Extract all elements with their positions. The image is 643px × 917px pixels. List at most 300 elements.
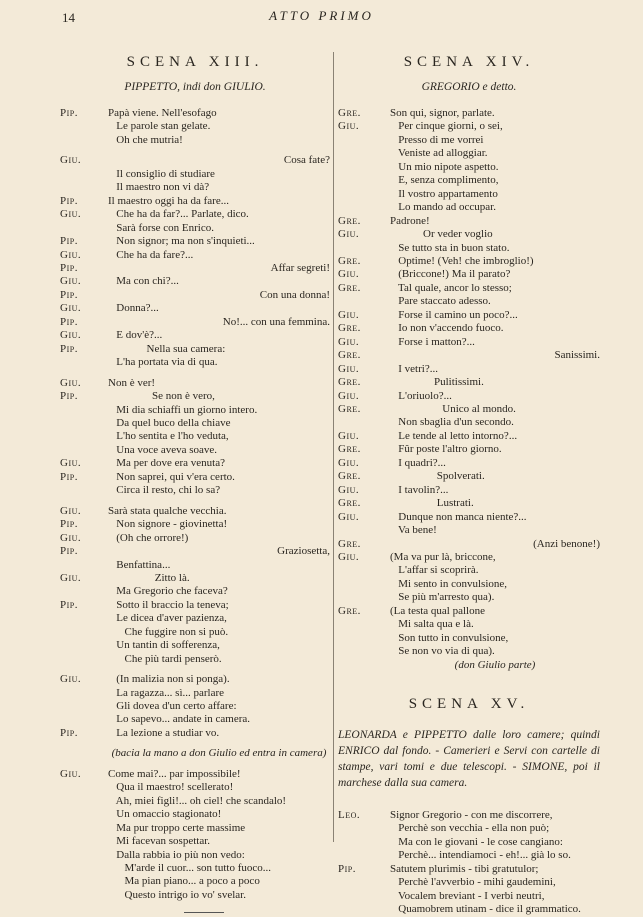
page-number: 14 (62, 10, 75, 25)
speaker-label: Giu. (338, 228, 360, 241)
line-text: Il vostro appartamento (390, 187, 498, 200)
dialogue-line (60, 505, 330, 518)
dialogue-line (338, 524, 600, 537)
line-text: Che ha da far?... Parlate, dico. (108, 208, 249, 221)
line-text: Padrone! (390, 214, 430, 227)
dialogue-line (60, 545, 330, 558)
line-text: I tavolin?... (390, 483, 449, 496)
line-text: Che ha da fare?... (108, 248, 194, 261)
speaker-label: Pip. (60, 470, 78, 483)
speaker-label (338, 632, 390, 645)
dialogue-line (338, 484, 600, 497)
line-text: Le dicea d'aver pazienza, (108, 612, 227, 625)
line-text: Mi salta qua e là. (390, 618, 474, 631)
speaker-label (338, 416, 390, 429)
dialogue-line (338, 174, 600, 187)
dialogue-line (60, 518, 330, 531)
line-text: (In malizia non si ponga). (108, 673, 230, 686)
speaker-label: Giu. (60, 531, 82, 544)
line-text: I vetri?... (390, 362, 438, 375)
line-text: Nella sua camera: (108, 342, 226, 355)
speaker-label: Giu. (338, 335, 360, 348)
dialogue-line (338, 591, 600, 604)
speaker-label: Pip. (60, 235, 78, 248)
speaker-label: Giu. (338, 120, 360, 133)
line-text: Non sbaglia d'un secondo. (390, 416, 514, 429)
speaker-label: Giu. (338, 510, 360, 523)
dialogue-line (338, 632, 600, 645)
line-text: Il maestro oggi ha da fare... (108, 194, 229, 207)
dialogue-line (60, 747, 330, 760)
line-text: Che più tardi penserò. (108, 652, 222, 665)
speaker-label (60, 181, 108, 194)
speaker-label (60, 822, 108, 835)
line-text: Ma Gregorio che faceva? (108, 585, 228, 598)
dialogue-line (60, 653, 330, 666)
dialogue-line (338, 188, 600, 201)
dialogue-line (60, 235, 330, 248)
line-text: Va bene! (390, 524, 437, 537)
line-text: Lo mando ad occupar. (390, 201, 496, 214)
speaker-label (60, 687, 108, 700)
dialogue-line (60, 154, 330, 167)
line-gap (60, 498, 330, 505)
speaker-label (60, 875, 108, 888)
speaker-label (338, 295, 390, 308)
dialogue-line (338, 578, 600, 591)
line-text: Tal quale, ancor lo stesso; (390, 281, 512, 294)
dialogue-line (338, 376, 600, 389)
line-text: Perchè son vecchia - ella non può; (390, 822, 550, 835)
speaker-label (60, 585, 108, 598)
line-text: Donna?... (108, 302, 159, 315)
speaker-label: Pip. (338, 862, 356, 875)
dialogue-line (338, 849, 600, 862)
dialogue-line (338, 903, 600, 916)
line-text: Pare staccato adesso. (390, 295, 491, 308)
line-text: La lezione a studiar vo. (108, 726, 220, 739)
speaker-label: Giu. (60, 767, 82, 780)
line-text: Satutem plurimis - tibi gratutulor; (390, 862, 539, 875)
line-text: (Briccone!) Ma il parato? (390, 268, 511, 281)
line-text: Mi facevan sospettar. (108, 835, 211, 848)
dialogue-line (60, 249, 330, 262)
dialogue-line (338, 618, 600, 631)
dialogue-line (60, 862, 330, 875)
speaker-label: Gre. (338, 281, 361, 294)
dialogue-line (60, 208, 330, 221)
speaker-label: Gre. (338, 497, 361, 510)
dialogue-line (338, 134, 600, 147)
dialogue-line (60, 875, 330, 888)
line-gap (60, 147, 330, 154)
speaker-label: Gre. (338, 604, 361, 617)
dialogue-line (338, 295, 600, 308)
line-text: Fûr poste l'altro giorno. (390, 443, 502, 456)
line-text: Ma con le giovani - le cose cangiano: (390, 835, 563, 848)
dialogue-line (60, 457, 330, 470)
speaker-label (60, 430, 108, 443)
dialogue-line (60, 222, 330, 235)
dialogue-line (60, 195, 330, 208)
dialogue-line (338, 836, 600, 849)
speaker-label (60, 134, 108, 147)
line-text: Spolverati. (390, 470, 485, 483)
line-text: Un tantin di sofferenza, (108, 639, 220, 652)
left-column (60, 48, 330, 913)
column-divider (333, 52, 334, 842)
dialogue-line (60, 181, 330, 194)
dialogue-line (338, 497, 600, 510)
speaker-label (338, 876, 390, 889)
line-text: Son qui, signor, parlate. (390, 107, 495, 119)
line-text: Il consiglio di studiare (108, 167, 215, 180)
dialogue-line (60, 275, 330, 288)
line-text: Il maestro non vi dà? (108, 181, 210, 194)
dialogue-line (60, 484, 330, 497)
speaker-label: Gre. (338, 107, 361, 119)
dialogue-line (338, 538, 600, 551)
line-gap (60, 666, 330, 673)
speaker-label: Giu. (60, 329, 82, 342)
line-text: Ah, miei figli!... oh ciel! che scandalo! (108, 794, 287, 807)
speaker-label (60, 356, 108, 369)
dialogue-line (60, 444, 330, 457)
speaker-label (338, 849, 390, 862)
speaker-label (338, 174, 390, 187)
dialogue-line (60, 673, 330, 686)
dialogue-line (338, 242, 600, 255)
dialogue-line (60, 781, 330, 794)
speaker-label: Pip. (60, 261, 78, 274)
speaker-label: Giu. (338, 456, 360, 469)
line-text: Sanissimi. (554, 349, 600, 362)
line-text: L'oriuolo?... (390, 389, 452, 402)
dialogue-line (338, 147, 600, 160)
scene-xiii-title: SCENA XIII. (126, 54, 264, 70)
scene-xiii-subtitle: PIPPETTO, indi don GIULIO. (124, 81, 266, 93)
line-text: Le parole stan gelate. (108, 120, 211, 133)
speaker-label: Gre. (338, 349, 361, 362)
dialogue-line (338, 809, 600, 822)
line-text: Veniste ad alloggiar. (390, 147, 488, 160)
line-text: Questo intrigo io vo' svelar. (108, 888, 246, 901)
speaker-label: Gre. (338, 254, 361, 267)
dialogue-line (60, 849, 330, 862)
line-text: Dunque non manca niente?... (390, 510, 527, 523)
line-text: Se più m'arresto qua). (390, 591, 495, 604)
dialogue-line (60, 532, 330, 545)
speaker-label: Giu. (338, 429, 360, 442)
speaker-label: Pip. (60, 390, 78, 403)
speaker-label: Pip. (60, 107, 78, 119)
line-text: (Oh che orrore!) (108, 531, 189, 544)
dialogue-line (60, 471, 330, 484)
line-text: Sarà forse con Enrico. (108, 221, 214, 234)
line-text: Io non v'accendo fuoco. (390, 322, 504, 335)
speaker-label (60, 626, 108, 639)
dialogue-line (338, 309, 600, 322)
scene-xv-stage-direction: LEONARDA e PIPPETTO dalle loro camere; quindi ENRICO dal fondo. - Camerieri e Servi con cartelle di stampe, vari tomi e due telescopi. - SIMONE, poi il marchese dalla sua camera. (338, 729, 600, 790)
dialogue-line (60, 262, 330, 275)
speaker-label: Giu. (60, 504, 82, 517)
speaker-label: Giu. (338, 362, 360, 375)
dialogue-line (60, 727, 330, 740)
speaker-label (338, 201, 390, 214)
line-text: L'ha portata via di qua. (108, 356, 218, 369)
line-text: Ma per dove era venuta? (108, 457, 225, 470)
dialogue-line (338, 470, 600, 483)
speaker-label: Giu. (60, 673, 82, 686)
dialogue-line (338, 430, 600, 443)
line-text: Forse il camino un poco?... (390, 308, 518, 321)
spacer (338, 672, 600, 696)
line-text: Come mai?... par impossibile! (108, 767, 241, 780)
dialogue-line (60, 700, 330, 713)
line-text: Un omaccio stagionato! (108, 808, 222, 821)
line-text: Signor Gregorio - con me discorrere, (390, 809, 553, 822)
speaker-label: Giu. (60, 208, 82, 221)
speaker-label (60, 849, 108, 862)
speaker-label (60, 795, 108, 808)
speaker-label (60, 835, 108, 848)
speaker-label (60, 612, 108, 625)
speaker-label: Gre. (338, 537, 361, 550)
speaker-label (60, 484, 108, 497)
speaker-label (338, 242, 390, 255)
speaker-label (60, 862, 108, 875)
dialogue-line (60, 120, 330, 133)
dialogue-line (338, 416, 600, 429)
line-text: Non è ver! (108, 376, 156, 389)
line-text: Pulitissimi. (390, 376, 484, 389)
scene-xv-title: SCENA XV. (408, 696, 530, 713)
line-text: Zitto là. (108, 571, 190, 584)
line-text: Circa il resto, chi lo sa? (108, 484, 221, 497)
dialogue-line (60, 585, 330, 598)
dialogue-line (60, 356, 330, 369)
speaker-label (60, 889, 108, 902)
speaker-label (338, 161, 390, 174)
line-text: Affar segreti! (270, 261, 330, 274)
right-column (338, 48, 600, 917)
speaker-label (60, 700, 108, 713)
dialogue-line (60, 329, 330, 342)
speaker-label (338, 591, 390, 604)
speaker-label: Pip. (60, 315, 78, 328)
line-text: Perchè l'avverbio - mihi gaudemini, (390, 876, 556, 889)
dialogue-line (338, 511, 600, 524)
speaker-label: Giu. (60, 457, 82, 470)
line-text: Papà viene. Nell'esofago (108, 107, 217, 119)
speaker-label: Gre. (338, 322, 361, 335)
dialogue-line (60, 768, 330, 781)
speaker-label (338, 578, 390, 591)
speaker-label: Pip. (60, 288, 78, 301)
speaker-label (60, 120, 108, 133)
speaker-label (338, 564, 390, 577)
scene-xiii-dialogue (60, 107, 330, 902)
speaker-label (338, 134, 390, 147)
speaker-label: Giu. (60, 571, 82, 584)
line-text: Se non è vero, (108, 390, 215, 403)
line-text: Con una donna! (259, 288, 330, 301)
dialogue-line (338, 215, 600, 228)
speaker-label: Pip. (60, 726, 78, 739)
line-gap (60, 761, 330, 768)
dialogue-line (338, 564, 600, 577)
line-text: E, senza complimento, (390, 174, 499, 187)
speaker-label (60, 639, 108, 652)
dialogue-line (60, 835, 330, 848)
speaker-label (338, 659, 390, 672)
line-text: Dalla rabbia io più non vedo: (108, 848, 245, 861)
line-text: L'ho sentita e l'ho veduta, (108, 430, 229, 443)
speaker-label: Giu. (338, 550, 360, 563)
dialogue-line (338, 363, 600, 376)
speaker-label: Giu. (338, 268, 360, 281)
line-text: Se non vo via di qua). (390, 645, 495, 658)
dialogue-line (60, 404, 330, 417)
dialogue-line (338, 551, 600, 564)
line-text: La ragazza... sì... parlare (108, 686, 225, 699)
line-text: Una voce aveva soave. (108, 443, 218, 456)
dialogue-line (60, 134, 330, 147)
speaker-label: Pip. (60, 342, 78, 355)
line-text: Oh che mutria! (108, 133, 183, 146)
dialogue-line (60, 713, 330, 726)
dialogue-line (338, 228, 600, 241)
line-text: Cosa fate? (283, 154, 330, 167)
dialogue-line (60, 377, 330, 390)
line-text: Son tutto in convulsione, (390, 631, 509, 644)
line-text: L'affar si scoprirà. (390, 564, 479, 577)
dialogue-line (338, 107, 600, 120)
stage-direction: (don Giulio parte) (454, 658, 536, 671)
dialogue-line (338, 659, 600, 672)
dialogue-line (60, 107, 330, 120)
speaker-label: Gre. (338, 443, 361, 456)
dialogue-line (60, 168, 330, 181)
speaker-label: Gre. (338, 376, 361, 389)
line-text: Non signore - giovinetta! (108, 518, 228, 531)
speaker-label: Pip. (60, 545, 78, 558)
speaker-label (60, 653, 108, 666)
dialogue-line (338, 268, 600, 281)
speaker-label (338, 903, 390, 916)
line-text: Non signor; ma non s'inquieti... (108, 235, 255, 248)
line-text: Ma pur troppo certe massime (108, 821, 246, 834)
line-text: Ma con chi?... (108, 275, 179, 288)
speaker-label (60, 417, 108, 430)
end-rule (184, 912, 224, 913)
speaker-label: Pip. (60, 598, 78, 611)
dialogue-line (60, 430, 330, 443)
line-text: Vocalem breviant - I verbi neutri, (390, 889, 545, 902)
dialogue-line (338, 120, 600, 133)
dialogue-line (60, 417, 330, 430)
dialogue-line (60, 302, 330, 315)
speaker-label (60, 747, 108, 760)
speaker-label: Giu. (60, 302, 82, 315)
speaker-label (60, 559, 108, 572)
scene-xiv-dialogue (338, 107, 600, 672)
dialogue-line (338, 349, 600, 362)
speaker-label (338, 147, 390, 160)
dialogue-line (338, 322, 600, 335)
dialogue-line (338, 457, 600, 470)
line-text: Ma pian piano... a poco a poco (108, 875, 260, 888)
line-text: Lo sapevo... andate in camera. (108, 713, 251, 726)
speaker-label: Giu. (60, 248, 82, 261)
scene-xv-dialogue (338, 809, 600, 917)
dialogue-line (338, 201, 600, 214)
line-text: Che fuggire non si può. (108, 625, 229, 638)
line-text: Sotto il braccio la teneva; (108, 598, 229, 611)
stage-direction: (bacia la mano a don Giulio ed entra in camera) (111, 747, 327, 760)
line-text: M'arde il cuor... son tutto fuoco... (108, 862, 271, 875)
dialogue-line (338, 255, 600, 268)
speaker-label: Giu. (338, 483, 360, 496)
speaker-label: Pip. (60, 194, 78, 207)
speaker-label: Pip. (60, 518, 78, 531)
dialogue-line (60, 639, 330, 652)
speaker-label: Giu. (338, 308, 360, 321)
dialogue-line (60, 316, 330, 329)
dialogue-line (60, 599, 330, 612)
line-text: Benfattina... (108, 558, 171, 571)
speaker-label: Giu. (60, 154, 82, 167)
speaker-label: Giu. (60, 376, 82, 389)
dialogue-line (338, 443, 600, 456)
speaker-label (60, 222, 108, 235)
line-text: Mi dia schiaffi un giorno intero. (108, 403, 258, 416)
dialogue-line (60, 626, 330, 639)
dialogue-line (60, 343, 330, 356)
dialogue-line (60, 795, 330, 808)
speaker-label (338, 618, 390, 631)
dialogue-line (338, 890, 600, 903)
dialogue-line (60, 572, 330, 585)
speaker-label: Gre. (338, 470, 361, 483)
line-text: Non saprei, qui v'era certo. (108, 470, 235, 483)
dialogue-line (338, 390, 600, 403)
speaker-label (338, 890, 390, 903)
line-text: Sarà stata qualche vecchia. (108, 504, 227, 517)
line-text: Forse i matton?... (390, 335, 475, 348)
scene-xiv-title: SCENA XIV. (403, 54, 535, 70)
line-text: Da quel buco della chiave (108, 416, 231, 429)
line-text: Le tende al letto intorno?... (390, 429, 518, 442)
speaker-label (60, 404, 108, 417)
speaker-label (60, 444, 108, 457)
dialogue-line (60, 889, 330, 902)
line-text: Graziosetta, (277, 545, 330, 558)
dialogue-line (338, 876, 600, 889)
line-text: I quadri?... (390, 456, 446, 469)
speaker-label: Giu. (338, 389, 360, 402)
line-text: (Ma va pur là, briccone, (390, 550, 496, 563)
line-text: Per cinque giorni, o sei, (390, 120, 503, 133)
speaker-label: Gre. (338, 402, 361, 415)
line-text: Perchè... intendiamoci - eh!... già lo so. (390, 849, 571, 862)
dialogue-line (60, 612, 330, 625)
dialogue-line (338, 822, 600, 835)
line-text: (La testa qual pallone (390, 604, 485, 617)
speaker-label: Giu. (60, 275, 82, 288)
line-text: Quamobrem utinam - dice il grammatico. (390, 903, 581, 916)
line-text: Gli dovea d'un certo affare: (108, 700, 237, 713)
